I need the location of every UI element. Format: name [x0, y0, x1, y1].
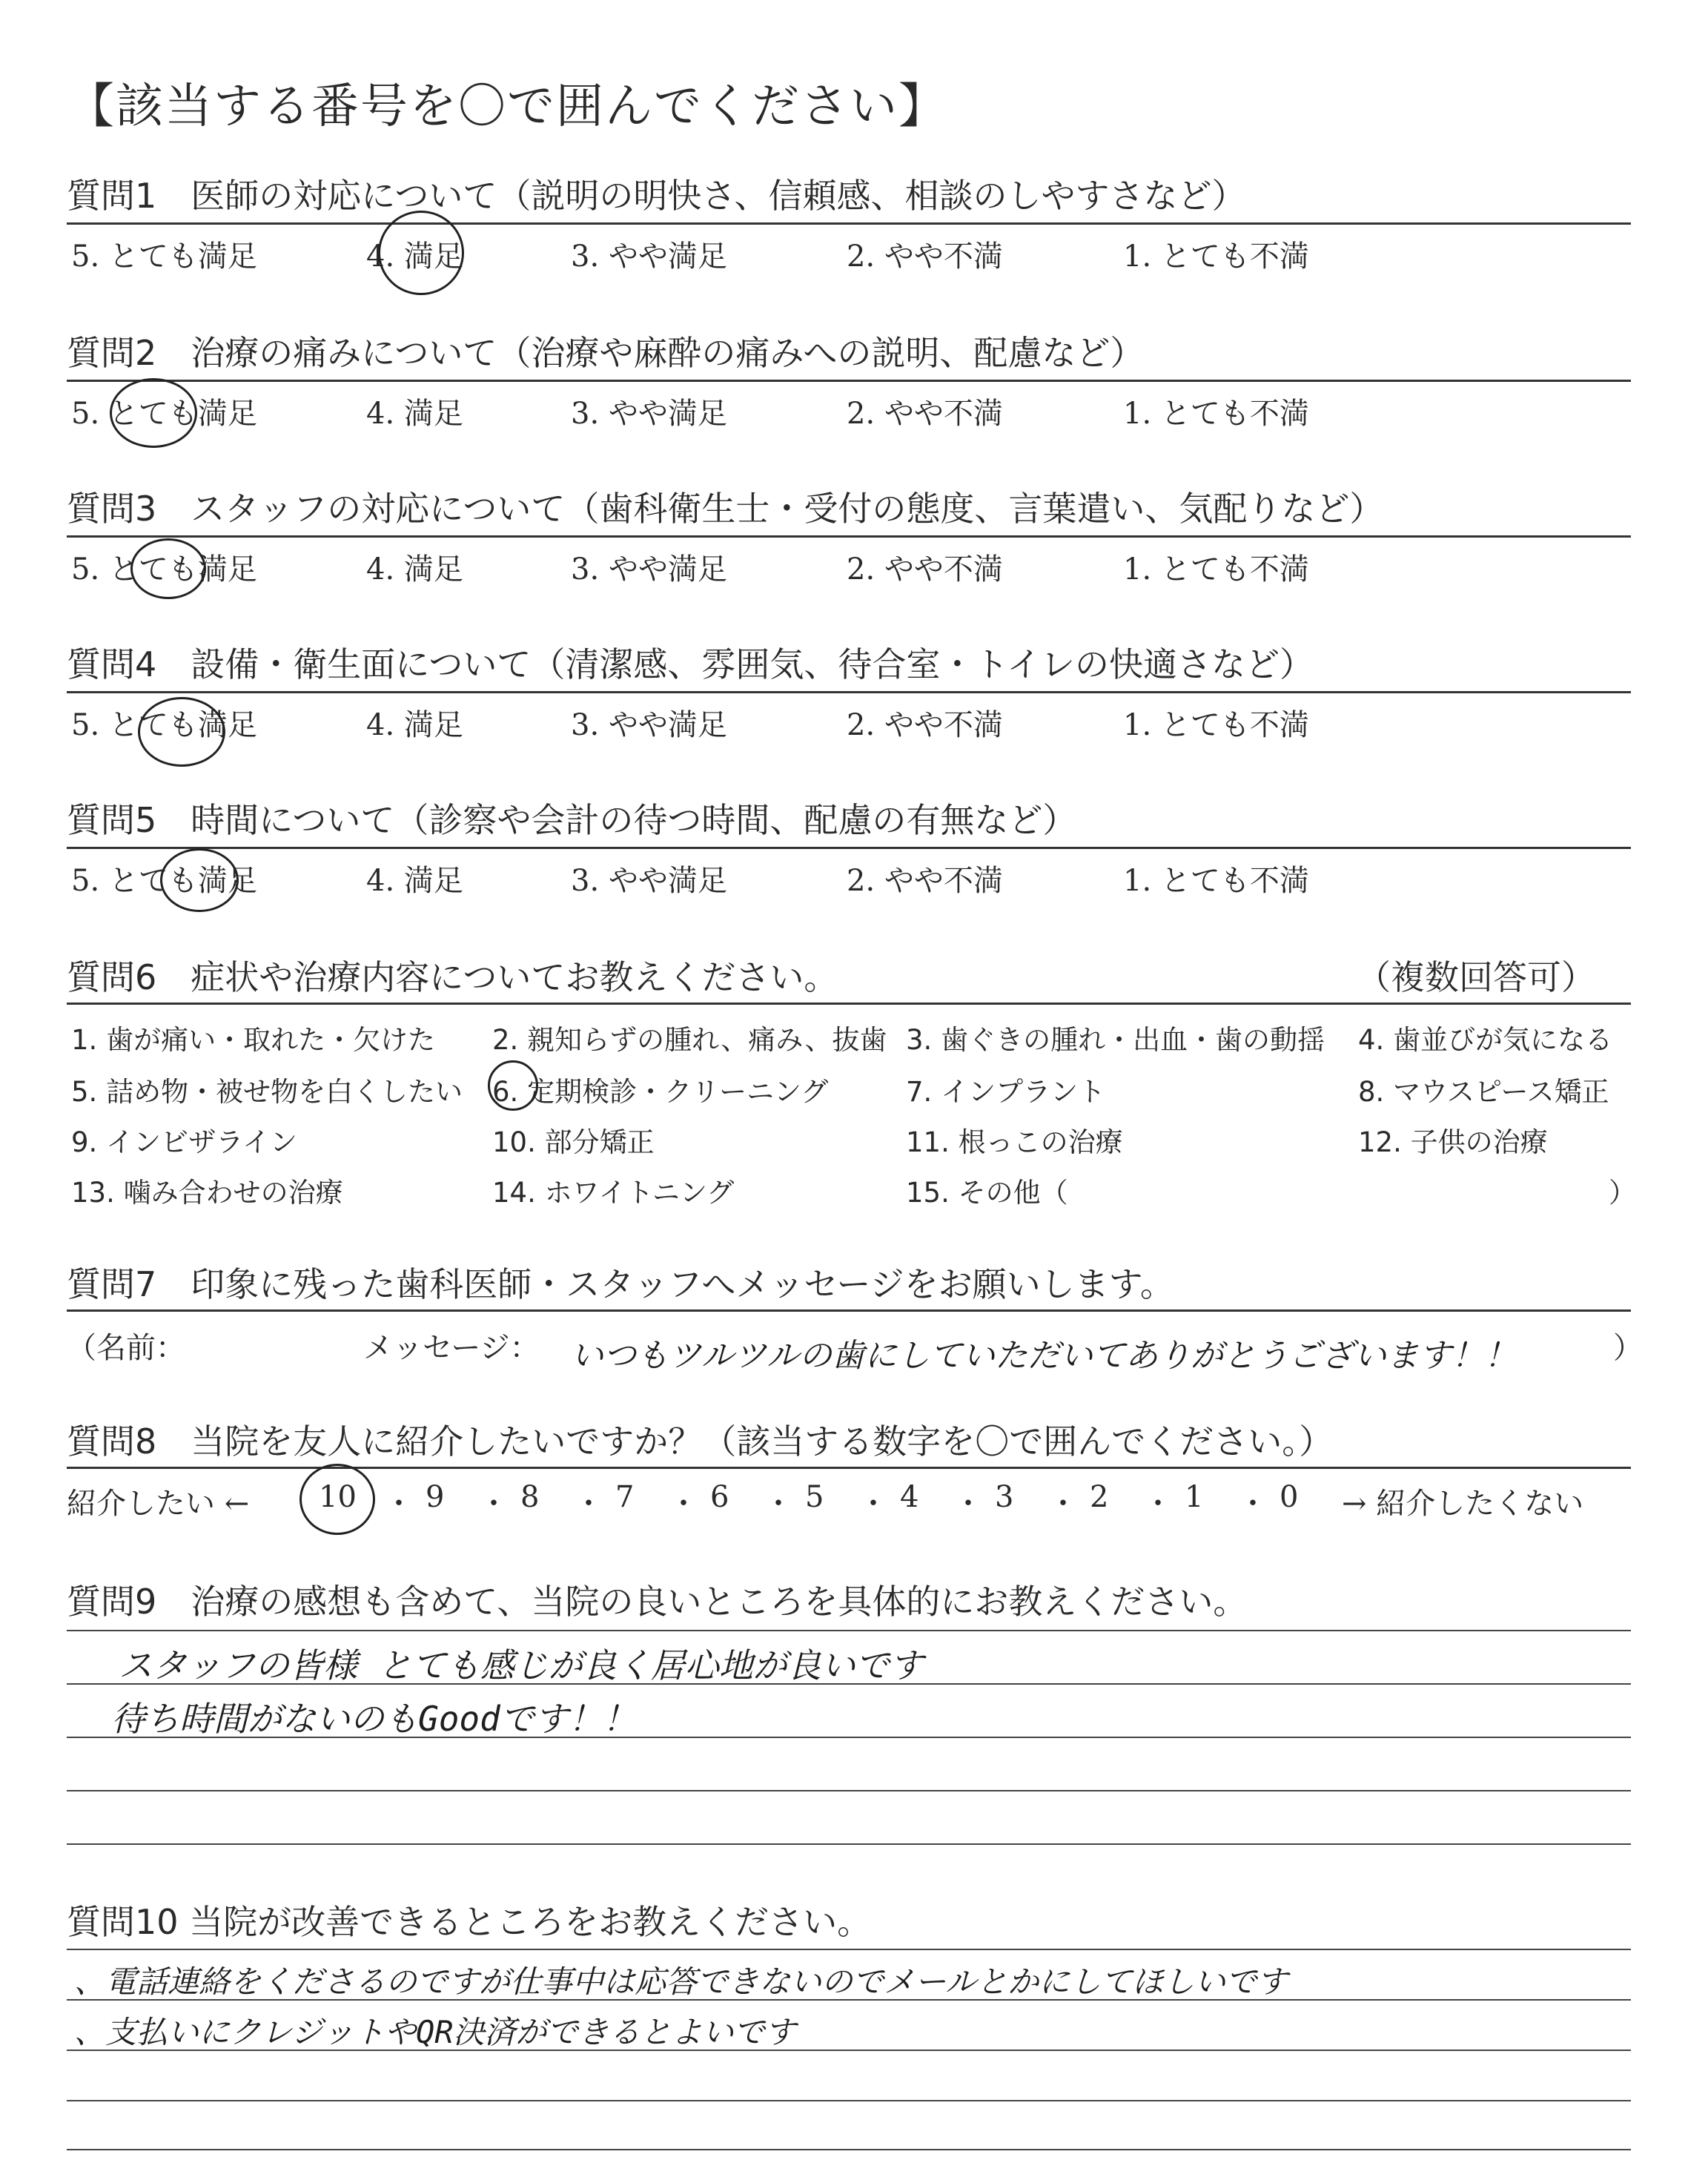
q5-option-4[interactable]: 4. 満足 [366, 864, 463, 898]
q3-option-4[interactable]: 4. 満足 [366, 552, 463, 587]
q6-item-6[interactable]: 6. 定期検診・クリーニング [492, 1076, 829, 1108]
q6-item-15-close: ） [1609, 1177, 1636, 1209]
q6-item-9[interactable]: 9. インビザライン [71, 1126, 297, 1158]
q10-line-4 [67, 2100, 1631, 2101]
question-10-title: 質問10 当院が改善できるところをお教えください。 [67, 1902, 872, 1942]
q5-option-1[interactable]: 1. とても不満 [1123, 864, 1309, 898]
q6-item-15[interactable]: 15. その他（ [906, 1177, 1068, 1209]
question-7-rule [67, 1309, 1631, 1312]
q6-item-14[interactable]: 14. ホワイトニング [492, 1177, 735, 1209]
q8-sep: ・ [953, 1487, 983, 1521]
q4-option-1[interactable]: 1. とても不満 [1123, 708, 1309, 742]
q8-score-5[interactable]: 5 [805, 1480, 824, 1514]
q6-item-5[interactable]: 5. 詰め物・被せ物を白くしたい [71, 1076, 463, 1108]
q8-score-9[interactable]: 9 [426, 1480, 445, 1514]
q5-option-5[interactable]: 5. とても満足 [71, 864, 257, 898]
q8-sep: ・ [858, 1487, 888, 1521]
q8-score-10[interactable]: 10 [319, 1480, 357, 1514]
q4-option-2[interactable]: 2. やや不満 [847, 708, 1003, 742]
q8-score-4[interactable]: 4 [900, 1480, 919, 1514]
q8-sep: ・ [1143, 1487, 1173, 1521]
q4-option-3[interactable]: 3. やや満足 [571, 708, 727, 742]
q8-sep: ・ [669, 1487, 698, 1521]
q6-item-3[interactable]: 3. 歯ぐきの腫れ・出血・歯の動揺 [906, 1024, 1325, 1056]
q2-selection-circle [110, 378, 197, 448]
q7-name-label[interactable]: （名前： [67, 1331, 185, 1365]
q6-item-7[interactable]: 7. インプラント [906, 1076, 1106, 1108]
q8-score-2[interactable]: 2 [1090, 1480, 1109, 1514]
q8-score-7[interactable]: 7 [615, 1480, 635, 1514]
q7-close-paren: ） [1613, 1331, 1643, 1365]
question-5-rule [67, 847, 1631, 849]
q5-option-3[interactable]: 3. やや満足 [571, 864, 727, 898]
q3-option-2[interactable]: 2. やや不満 [847, 552, 1003, 587]
q2-option-3[interactable]: 3. やや満足 [571, 397, 727, 431]
question-3-rule [67, 535, 1631, 538]
q4-option-5[interactable]: 5. とても満足 [71, 708, 257, 742]
q4-selection-circle [138, 697, 225, 767]
question-7-title: 質問7 印象に残った歯科医師・スタッフへメッセージをお願いします。 [67, 1264, 1174, 1304]
q6-selection-circle [488, 1060, 538, 1111]
q9-line-5 [67, 1843, 1631, 1845]
q9-line-4 [67, 1790, 1631, 1791]
question-2-title: 質問2 治療の痛みについて（治療や麻酔の痛みへの説明、配慮など） [67, 333, 1145, 373]
q8-sep: ・ [384, 1487, 414, 1521]
q5-option-2[interactable]: 2. やや不満 [847, 864, 1003, 898]
q8-score-0[interactable]: 0 [1280, 1480, 1299, 1514]
question-5-title: 質問5 時間について（診察や会計の待つ時間、配慮の有無など） [67, 800, 1077, 840]
question-4-rule [67, 691, 1631, 693]
q10-answer-line-2[interactable]: 、支払いにクレジットやQR決済ができるとよいです [74, 2014, 796, 2050]
q2-option-2[interactable]: 2. やや不満 [847, 397, 1003, 431]
q1-option-5[interactable]: 5. とても満足 [71, 240, 257, 274]
q3-option-3[interactable]: 3. やや満足 [571, 552, 727, 587]
q9-answer-line-1[interactable]: スタッフの皆様 とても感じが良く居心地が良いです [119, 1645, 924, 1685]
q6-item-4[interactable]: 4. 歯並びが気になる [1358, 1024, 1613, 1056]
q3-option-1[interactable]: 1. とても不満 [1123, 552, 1309, 587]
q3-selection-circle [130, 538, 206, 599]
q1-option-3[interactable]: 3. やや満足 [571, 240, 727, 274]
q8-sep: ・ [574, 1487, 603, 1521]
question-3-title: 質問3 スタッフの対応について（歯科衛生士・受付の態度、言葉遣い、気配りなど） [67, 489, 1384, 529]
q6-item-1[interactable]: 1. 歯が痛い・取れた・欠けた [71, 1024, 436, 1056]
question-6-rule [67, 1003, 1631, 1005]
q6-item-12[interactable]: 12. 子供の治療 [1358, 1126, 1548, 1158]
q6-item-10[interactable]: 10. 部分矯正 [492, 1126, 655, 1158]
q1-selection-circle [378, 211, 464, 295]
q8-sep: ・ [764, 1487, 793, 1521]
q5-selection-circle [160, 848, 239, 912]
q4-option-4[interactable]: 4. 満足 [366, 708, 463, 742]
q9-line-1 [67, 1630, 1631, 1631]
q8-sep: ・ [1238, 1487, 1268, 1521]
q8-scale [319, 1480, 1357, 1522]
q7-message-label: メッセージ： [363, 1331, 540, 1365]
question-8-rule [67, 1467, 1631, 1469]
instruction-header: 【該当する番号を〇で囲んでください】 [67, 79, 947, 134]
q8-selection-circle [299, 1464, 375, 1535]
q2-option-5[interactable]: 5. とても満足 [71, 397, 257, 431]
q2-option-4[interactable]: 4. 満足 [366, 397, 463, 431]
q8-score-8[interactable]: 8 [520, 1480, 540, 1514]
q8-sep: ・ [479, 1487, 509, 1521]
question-1-title: 質問1 医師の対応について（説明の明快さ、信頼感、相談のしやすさなど） [67, 176, 1246, 216]
q8-score-3[interactable]: 3 [995, 1480, 1014, 1514]
q8-sep: ・ [1048, 1487, 1078, 1521]
q8-score-1[interactable]: 1 [1185, 1480, 1204, 1514]
question-8-title: 質問8 当院を友人に紹介したいですか？（該当する数字を〇で囲んでください。） [67, 1421, 1334, 1462]
q10-line-5 [67, 2149, 1631, 2150]
question-1-rule [67, 222, 1631, 225]
q6-item-2[interactable]: 2. 親知らずの腫れ、痛み、抜歯 [492, 1024, 887, 1056]
q8-left-label: 紹介したい ← [67, 1487, 250, 1521]
question-2-rule [67, 380, 1631, 382]
question-4-title: 質問4 設備・衛生面について（清潔感、雰囲気、待合室・トイレの快適さなど） [67, 644, 1314, 684]
q8-score-6[interactable]: 6 [710, 1480, 729, 1514]
question-6-title: 質問6 症状や治療内容についてお教えください。 [67, 957, 838, 997]
q8-right-label: → 紹介したくない [1342, 1487, 1584, 1521]
q1-option-1[interactable]: 1. とても不満 [1123, 240, 1309, 274]
q1-option-2[interactable]: 2. やや不満 [847, 240, 1003, 274]
q6-item-13[interactable]: 13. 噛み合わせの治療 [71, 1177, 343, 1209]
q10-line-1 [67, 1949, 1631, 1950]
q6-item-8[interactable]: 8. マウスピース矯正 [1358, 1076, 1609, 1108]
q9-answer-line-2[interactable]: 待ち時間がないのもGoodです！！ [111, 1699, 637, 1739]
q1-option-4[interactable]: 4. 満足 [366, 240, 463, 274]
q2-option-1[interactable]: 1. とても不満 [1123, 397, 1309, 431]
question-6-note: （複数回答可） [1357, 957, 1595, 997]
question-9-title: 質問9 治療の感想も含めて、当院の良いところを具体的にお教えください。 [67, 1582, 1248, 1622]
q6-item-11[interactable]: 11. 根っこの治療 [906, 1126, 1123, 1158]
q3-option-5[interactable]: 5. とても満足 [71, 552, 257, 587]
q10-answer-line-1[interactable]: 、電話連絡をくださるのですが仕事中は応答できないのでメールとかにしてほしいです [74, 1964, 1288, 2000]
q7-message-handwriting[interactable]: いつもツルツルの歯にしていただいてありがとうございます！！ [571, 1337, 1517, 1375]
